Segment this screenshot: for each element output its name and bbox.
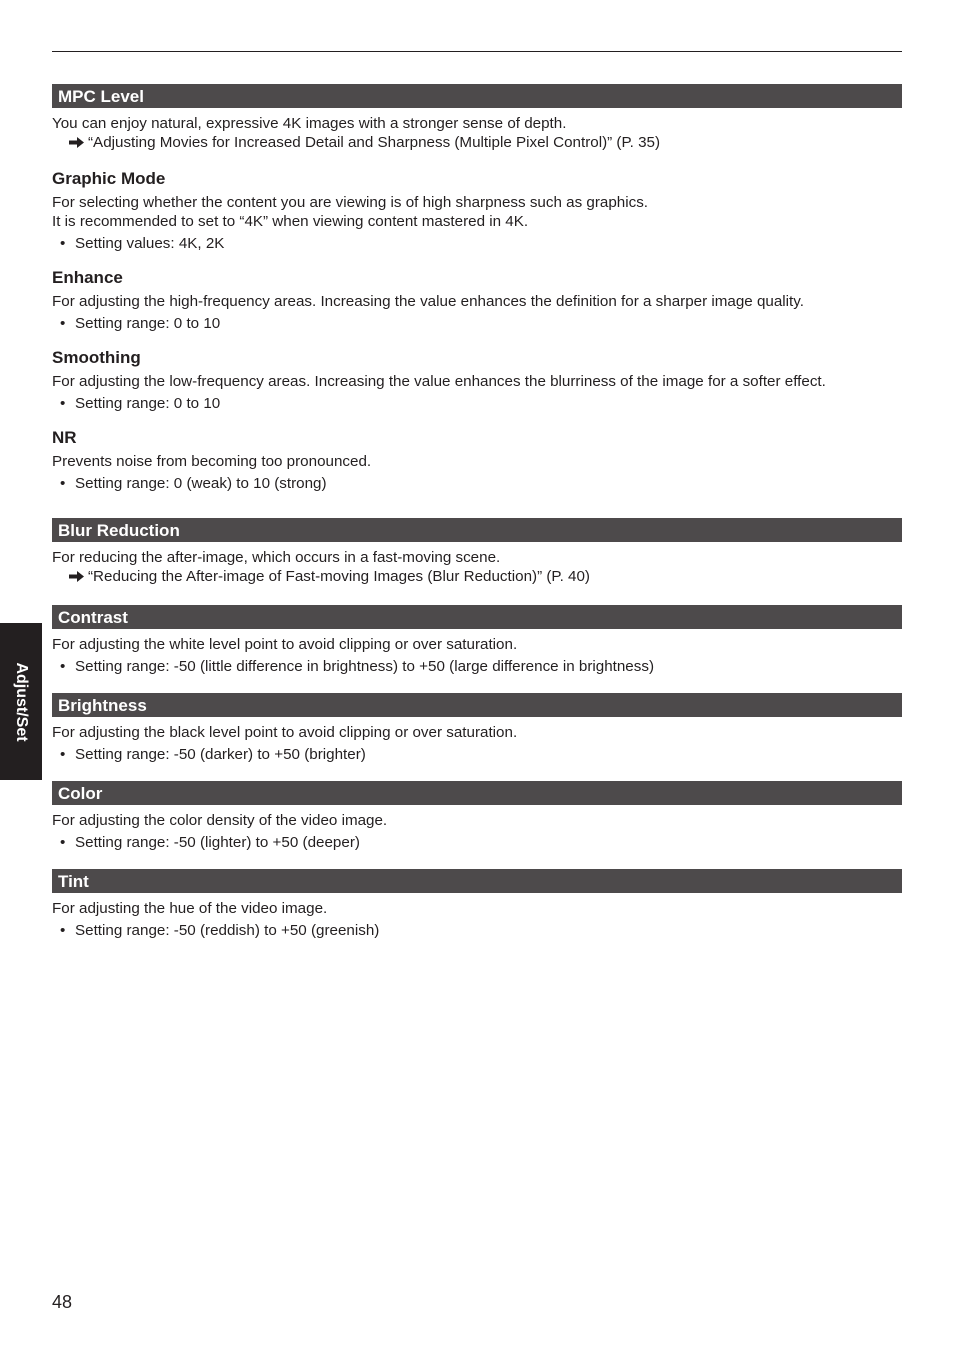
- subsection-nr: [52, 428, 902, 493]
- section-header-tint: Tint: [52, 869, 902, 893]
- graphic-mode-bullet: [52, 234, 902, 253]
- smoothing-bullet: [52, 394, 902, 413]
- nr-description: Prevents noise from becoming too pronounced.: [52, 453, 372, 470]
- enhance-bullet: [52, 314, 902, 333]
- arrow-right-icon: [69, 137, 84, 148]
- blur-reference: [52, 567, 902, 586]
- blur-reference-link[interactable]: “Reducing the After-image of Fast-moving Images (Blur Reduction)” (P. 40): [88, 568, 590, 585]
- bullet-text: Setting range: -50 (lighter) to +50 (deeper): [75, 834, 360, 851]
- side-tab-adjust-set[interactable]: [0, 623, 42, 780]
- graphic-mode-heading: Graphic Mode: [52, 169, 166, 188]
- subsection-smoothing: [52, 348, 902, 413]
- bullet-text: Setting range: -50 (reddish) to +50 (greenish): [75, 922, 380, 939]
- bullet-text: Setting range: 0 to 10: [75, 315, 221, 332]
- arrow-right-icon: [69, 571, 84, 582]
- bullet-icon: •: [60, 395, 66, 412]
- bullet-text: Setting range: 0 to 10: [75, 395, 221, 412]
- contrast-description: For adjusting the white level point to avoid clipping or over saturation.: [52, 636, 518, 653]
- enhance-description: For adjusting the high-frequency areas. Increasing the value enhances the definition for a sharper image quality.: [52, 293, 804, 310]
- bullet-text: Setting range: 0 (weak) to 10 (strong): [75, 475, 327, 492]
- section-header-blur-reduction: Blur Reduction: [52, 518, 902, 542]
- bullet-icon: •: [60, 746, 66, 763]
- smoothing-description: For adjusting the low-frequency areas. Increasing the value enhances the blurriness of the image for a softer effect.: [52, 373, 826, 390]
- tint-description: For adjusting the hue of the video image.: [52, 900, 328, 917]
- blur-description: For reducing the after-image, which occurs in a fast-moving scene.: [52, 549, 501, 566]
- brightness-description: For adjusting the black level point to avoid clipping or over saturation.: [52, 724, 518, 741]
- bullet-text: Setting range: -50 (little difference in brightness) to +50 (large difference in brightness): [75, 658, 655, 675]
- page-content: [52, 84, 902, 940]
- tint-bullet: [52, 921, 902, 940]
- side-tab-label: Adjust/Set: [13, 661, 30, 742]
- contrast-bullet: [52, 657, 902, 676]
- smoothing-heading: Smoothing: [52, 348, 141, 367]
- bullet-icon: •: [60, 834, 66, 851]
- color-bullet: [52, 833, 902, 852]
- bullet-icon: •: [60, 235, 66, 252]
- bullet-icon: •: [60, 315, 66, 332]
- bullet-text: Setting range: -50 (darker) to +50 (brighter): [75, 746, 366, 763]
- subsection-enhance: [52, 268, 902, 333]
- section-header-brightness: Brightness: [52, 693, 902, 717]
- section-header-contrast: Contrast: [52, 605, 902, 629]
- section-header-mpc-level: MPC Level: [52, 84, 902, 108]
- mpc-reference-link[interactable]: “Adjusting Movies for Increased Detail and Sharpness (Multiple Pixel Control)” (P. 35): [88, 134, 661, 151]
- enhance-heading: Enhance: [52, 268, 123, 287]
- bullet-text: Setting values: 4K, 2K: [75, 235, 225, 252]
- nr-bullet: [52, 474, 902, 493]
- bullet-icon: •: [60, 475, 66, 492]
- brightness-bullet: [52, 745, 902, 764]
- color-description: For adjusting the color density of the video image.: [52, 812, 388, 829]
- page-number: 48: [52, 1292, 73, 1312]
- mpc-reference: [52, 133, 902, 152]
- top-rule: [52, 51, 902, 52]
- graphic-mode-description-1: For selecting whether the content you are viewing is of high sharpness such as graphics.: [52, 194, 649, 211]
- section-header-color: Color: [52, 781, 902, 805]
- graphic-mode-description-2: It is recommended to set to “4K” when viewing content mastered in 4K.: [52, 213, 529, 230]
- subsection-graphic-mode: [52, 169, 902, 253]
- nr-heading: NR: [52, 428, 77, 447]
- mpc-description: You can enjoy natural, expressive 4K images with a stronger sense of depth.: [52, 115, 567, 132]
- bullet-icon: •: [60, 922, 66, 939]
- bullet-icon: •: [60, 658, 66, 675]
